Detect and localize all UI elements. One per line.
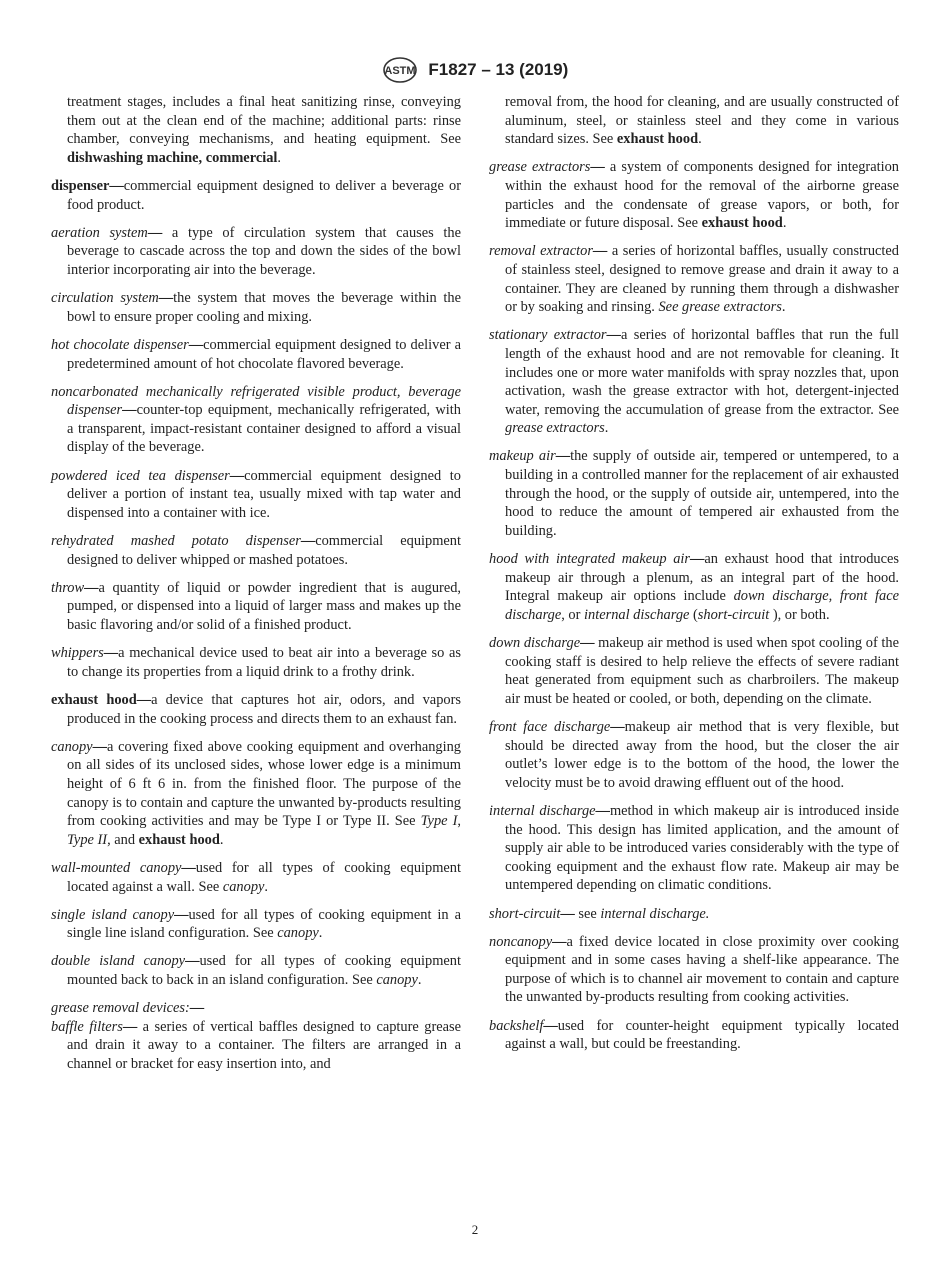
definition-entry: noncanopy—a fixed device located in close proximity over cooking equipment and in some cases having a shelf-like appearance. The purpose of which is to channel air movement to contain and capture the unwanted by-products resulting from cooking activities. [489,933,899,1006]
definition-entry: whippers—a mechanical device used to beat air into a beverage so as to change its properties from a liquid drink to a frothy drink. [51,645,461,680]
definition-entry: baffle filters— a series of vertical baffles designed to capture grease and drain it away to a container. The filters are arranged in a channel or bracket for easy insertion into, and [51,1018,462,1073]
definition-entry: canopy—a covering fixed above cooking equipment and overhanging on all sides of its unclosed sides, whose lower edge is a minimum height of 6 ft 6 in. from the finished floor. The purpose of the canopy is to contain and capture the unwanted by-products resulting from cooking activities and may be Type I or Type II. See Type I, Type II, and exhaust hood. [51,738,462,848]
definition-entry: exhaust hood—a device that captures hot air, odors, and vapors produced in the cooking process and directs them to an exhaust fan. [51,691,461,727]
definition-entry: aeration system— a type of circulation system that causes the beverage to cascade across the top and down the sides of the bowl interior incorporating air into the beverage. [51,224,461,278]
definition-entry: single island canopy—used for all types of cooking equipment in a single line island configuration. See canopy. [51,906,461,942]
svg-text:ASTM: ASTM [384,65,416,77]
definition-entry: noncarbonated mechanically refrigerated visible product, beverage dispenser—counter-top equipment, mechanically refrigerated, with a transparent, impact-resistant container designed to afford a visual display of the beverage. [51,383,461,456]
definition-entry: wall-mounted canopy—used for all types of cooking equipment located against a wall. See canopy. [51,859,461,895]
definition-entry: short-circuit— see internal discharge. [489,905,710,922]
definition-entry: throw—a quantity of liquid or powder ingredient that is augured, pumped, or dispensed into a liquid of larger mass and makes up the basic flavoring and/or solid of a finished product. [51,579,461,633]
definition-entry: stationary extractor—a series of horizontal baffles that run the full length of the exhaust hood and are not removable for cleaning. It includes one or more water manifolds with spray nozzles that, upon activation, wash the grease extractor with hot, detergent-injected water, removing the accumulation of grease from the extractor. See grease extractors. [489,327,900,437]
page-number: 2 [471,1222,479,1237]
document-id: F1827 – 13 (2019) [428,60,569,79]
definition-entry: powdered iced tea dispenser—commercial equipment designed to deliver a portion of instant tea, usually mixed with tap water and dispensed into a container with ice. [51,467,461,521]
definition-entry: internal discharge—method in which makeup air is introduced inside the hood. This design has limited application, and the amount of supply air able to be introduced varies considerably with the type of cooking equipment and the exhaust flow rate. Makeup air may be untempered depending on climatic conditions. [489,802,899,894]
definition-entry: makeup air—the supply of outside air, tempered or untempered, to a building in a controlled manner for the replacement of air exhausted through the hood, or the supply of outside air, untempered, into the hood to reduce the amount of tempered air exhausted from the building. [489,448,899,539]
definition-entry: circulation system—the system that moves the beverage within the bowl to ensure proper cooling and mixing. [51,290,462,325]
definition-entry: front face discharge—makeup air method that is very flexible, but should be directed away from the hood, but the closer the air outlet’s lower edge is to the bottom of the hood, the lower the velocity must be to avoid drawing effluent out of the hood. [489,718,899,791]
definition-entry: removal extractor— a series of horizontal baffles, usually constructed of stainless steel, designed to remove grease and drain it away to a container. They are cleaned by running them through a dishwasher or by soaking and rinsing. See grease extractors. [489,243,900,316]
definition-entry: double island canopy—used for all types of cooking equipment mounted back to back in an island configuration. See canopy. [51,953,461,989]
definition-entry: grease removal devices:— [51,1000,205,1017]
continued-paragraph: removal from, the hood for cleaning, and are usually constructed of aluminum, steel, or stainless steel and they come in various standard sizes. See exhaust hood. [505,94,899,148]
right-column [489,93,899,1063]
definition-entry: hood with integrated makeup air—an exhaust hood that introduces makeup air through a plenum, as an integral part of the hood. Integral makeup air options include down discharge, front face discharge, or internal discharge (short-circuit ), or both. [489,551,899,623]
definition-entry: hot chocolate dispenser—commercial equipment designed to deliver a predetermined amount of hot chocolate flavored beverage. [51,336,462,372]
definition-entry: rehydrated mashed potato dispenser—commercial equipment designed to deliver whipped or mashed potatoes. [51,533,461,568]
page-header [0,56,950,84]
definition-entry: dispenser—commercial equipment designed to deliver a beverage or food product. [51,177,461,213]
continued-paragraph: treatment stages, includes a final heat sanitizing rinse, conveying them out at the clean end of the machine; additional parts: rinse chamber, conveying mechanisms, and heating equipment. See dishwashing machine, commercial. [67,94,461,166]
definition-entry: backshelf—used for counter-height equipment typically located against a wall, but could be freestanding. [489,1017,899,1053]
definition-entry: grease extractors— a system of components designed for integration within the exhaust hood for the removal of the airborne grease particles and the condensate of grease vapors, or both, for immediate or future disposal. See exhaust hood. [489,159,899,232]
astm-logo-icon [382,56,418,84]
left-column [51,93,461,1083]
definition-entry: down discharge— makeup air method is used when spot cooling of the cooking staff is desired to help relieve the effects of severe radiant heat generated from equipment such as charbroilers. The makeup air must be heated or cooled, or both, depending on the climate. [489,635,899,707]
